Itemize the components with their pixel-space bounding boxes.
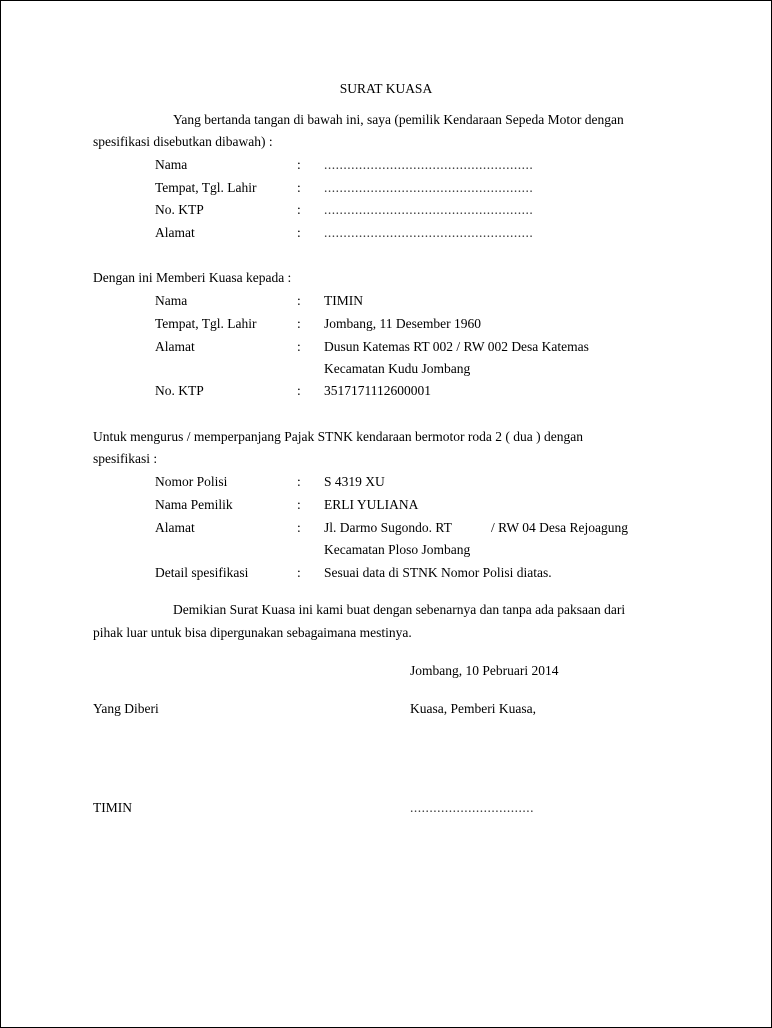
- vehicle-plate-value: S 4319 XU: [324, 474, 385, 489]
- vehicle-detail-colon: :: [297, 565, 301, 580]
- document-title: SURAT KUASA: [339, 81, 433, 96]
- purpose-line-2: spesifikasi :: [93, 451, 158, 466]
- closing-line-2: pihak luar untuk bisa dipergunakan sebagaimana mestinya.: [93, 625, 412, 640]
- receiver-label: Yang Diberi: [93, 701, 159, 716]
- grantee-address-colon: :: [297, 339, 301, 354]
- place-date: Jombang, 10 Pebruari 2014: [410, 663, 559, 678]
- grantor-birth-label: Tempat, Tgl. Lahir: [155, 180, 257, 195]
- intro-line-2: spesifikasi disebutkan dibawah) :: [93, 134, 273, 149]
- grantor-address-blank: ......................................................: [324, 225, 534, 240]
- vehicle-address-value-line2: Kecamatan Ploso Jombang: [324, 542, 471, 557]
- receiver-name: TIMIN: [93, 800, 132, 815]
- grantee-ktp-colon: :: [297, 383, 301, 398]
- grantee-birth-colon: :: [297, 316, 301, 331]
- vehicle-plate-colon: :: [297, 474, 301, 489]
- grantee-address-label: Alamat: [155, 339, 195, 354]
- grantor-name-label: Nama: [155, 157, 188, 172]
- grantor-ktp-label: No. KTP: [155, 202, 204, 217]
- vehicle-address-value-a: Jl. Darmo Sugondo. RT: [324, 520, 452, 535]
- grantee-birth-label: Tempat, Tgl. Lahir: [155, 316, 257, 331]
- vehicle-owner-value: ERLI YULIANA: [324, 497, 419, 512]
- vehicle-detail-value: Sesuai data di STNK Nomor Polisi diatas.: [324, 565, 552, 580]
- vehicle-owner-label: Nama Pemilik: [155, 497, 233, 512]
- intro-line-1: Yang bertanda tangan di bawah ini, saya (pemilik Kendaraan Sepeda Motor dengan: [173, 112, 624, 127]
- grantee-name-colon: :: [297, 293, 301, 308]
- grantee-name-label: Nama: [155, 293, 188, 308]
- grantor-address-label: Alamat: [155, 225, 195, 240]
- grantee-address-value-line2: Kecamatan Kudu Jombang: [324, 361, 471, 376]
- closing-line-1: Demikian Surat Kuasa ini kami buat dengan sebenarnya dan tanpa ada paksaan dari: [173, 602, 626, 617]
- grantor-name-blank: ......................................................: [324, 157, 534, 172]
- grantee-birth-value: Jombang, 11 Desember 1960: [324, 316, 481, 331]
- grantee-ktp-value: 3517171112600001: [324, 383, 431, 398]
- grantor-ktp-blank: ......................................................: [324, 202, 534, 217]
- vehicle-address-label: Alamat: [155, 520, 195, 535]
- grantee-ktp-label: No. KTP: [155, 383, 204, 398]
- vehicle-owner-colon: :: [297, 497, 301, 512]
- grantor-birth-colon: :: [297, 180, 301, 195]
- vehicle-address-value-b: / RW 04 Desa Rejoagung: [491, 520, 628, 535]
- giver-signature-line: ................................: [410, 800, 534, 815]
- grantor-ktp-colon: :: [297, 202, 301, 217]
- grantee-address-value: Dusun Katemas RT 002 / RW 002 Desa Katemas: [324, 339, 589, 354]
- vehicle-detail-label: Detail spesifikasi: [155, 565, 249, 580]
- vehicle-plate-label: Nomor Polisi: [155, 474, 228, 489]
- grantee-name-value: TIMIN: [324, 293, 363, 308]
- purpose-line-1: Untuk mengurus / memperpanjang Pajak STNK kendaraan bermotor roda 2 ( dua ) dengan: [93, 429, 583, 444]
- grant-heading: Dengan ini Memberi Kuasa kepada :: [93, 270, 292, 285]
- grantor-name-colon: :: [297, 157, 301, 172]
- giver-label: Kuasa, Pemberi Kuasa,: [410, 701, 536, 716]
- grantor-birth-blank: ......................................................: [324, 180, 534, 195]
- vehicle-address-colon: :: [297, 520, 301, 535]
- grantor-address-colon: :: [297, 225, 301, 240]
